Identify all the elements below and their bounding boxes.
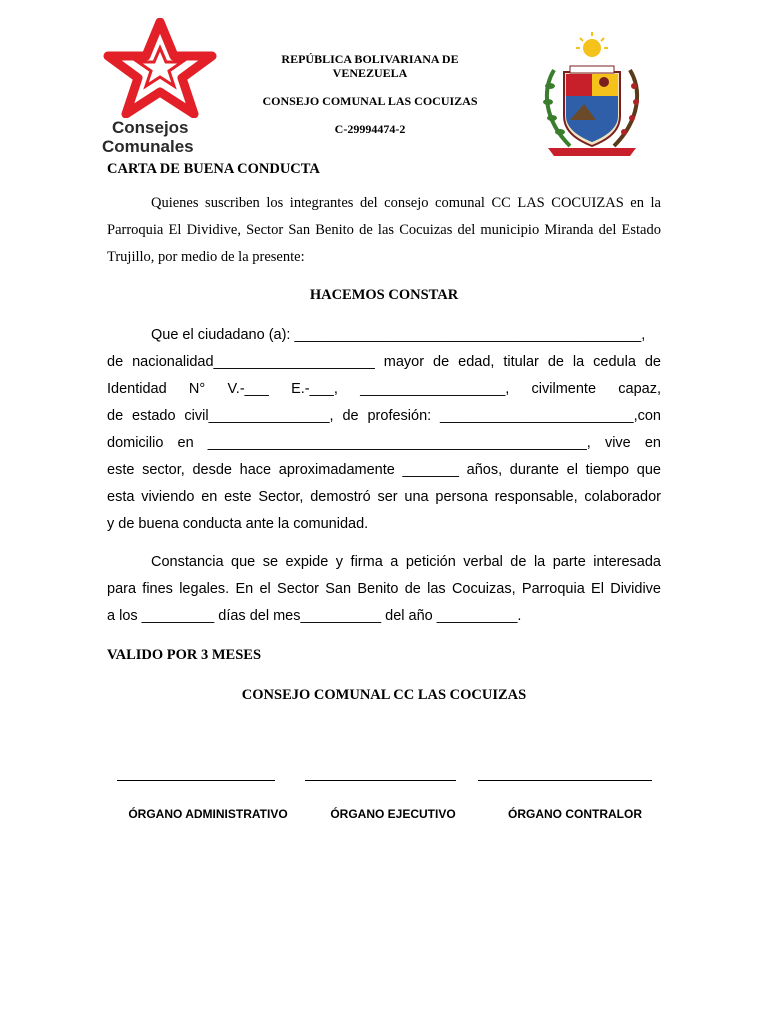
body-line-6: este sector, desde hace aproximadamente _______ años, durante el tiempo que bbox=[107, 462, 661, 478]
consejos-comunales-logo bbox=[100, 18, 230, 158]
signature-line-administrativo bbox=[117, 780, 275, 781]
signature-label-ejecutivo: ÓRGANO EJECUTIVO bbox=[330, 807, 456, 821]
logo-word-2: Comunales bbox=[102, 137, 194, 156]
signature-label-contralor: ÓRGANO CONTRALOR bbox=[508, 807, 642, 821]
certification-body bbox=[107, 322, 661, 538]
body-line-1: Que el ciudadano (a): ___________________________________________, bbox=[151, 327, 646, 343]
council-signature-heading: CONSEJO COMUNAL CC LAS COCUIZAS bbox=[241, 687, 527, 703]
coat-of-arms bbox=[540, 30, 644, 160]
hacemos-constar-heading: HACEMOS CONSTAR bbox=[309, 287, 459, 303]
header-council: CONSEJO COMUNAL LAS COCUIZAS bbox=[262, 94, 478, 108]
signature-line-ejecutivo bbox=[305, 780, 456, 781]
document-title: CARTA DE BUENA CONDUCTA bbox=[107, 161, 320, 177]
body-line-2: de nacionalidad____________________ mayor de edad, titular de la cedula de bbox=[107, 354, 661, 370]
coat-of-arms-icon bbox=[540, 30, 644, 160]
body-line-7: esta viviendo en este Sector, demostró ser una persona responsable, colaborador bbox=[107, 489, 661, 505]
constancia-line-1: Constancia que se expide y firma a petición verbal de la parte interesada bbox=[151, 554, 661, 570]
constancia-line-2: para fines legales. En el Sector San Benito de las Cocuizas, Parroquia El Dividive bbox=[107, 581, 661, 597]
signature-line-contralor bbox=[478, 780, 652, 781]
logo-word-1: Consejos bbox=[112, 118, 189, 137]
body-line-4: de estado civil_______________, de profesión: ________________________,con bbox=[107, 408, 661, 424]
intro-paragraph: Quienes suscriben los integrantes del consejo comunal CC LAS COCUIZAS en la Parroquia El Dividive, Sector San Benito de las Cocuizas del municipio Miranda del Estado Trujillo, por medio de la presente: bbox=[107, 195, 661, 265]
header-country: VENEZUELA bbox=[332, 66, 408, 80]
body-line-8: y de buena conducta ante la comunidad. bbox=[107, 516, 369, 532]
constancia-line-3: a los _________ días del mes__________ del año __________. bbox=[107, 608, 522, 624]
star-logo-icon bbox=[100, 18, 230, 118]
header-republic: REPÚBLICA BOLIVARIANA DE bbox=[281, 52, 459, 66]
header-code: C-29994474-2 bbox=[334, 122, 406, 136]
body-line-5: domicilio en _______________________________________________, vive en bbox=[107, 435, 661, 451]
body-line-3: Identidad N° V.-___ E.-___, __________________, civilmente capaz, bbox=[107, 381, 661, 397]
signature-label-administrativo: ÓRGANO ADMINISTRATIVO bbox=[128, 807, 288, 821]
validity-note: VALIDO POR 3 MESES bbox=[107, 647, 262, 663]
constancia-paragraph bbox=[107, 549, 661, 630]
